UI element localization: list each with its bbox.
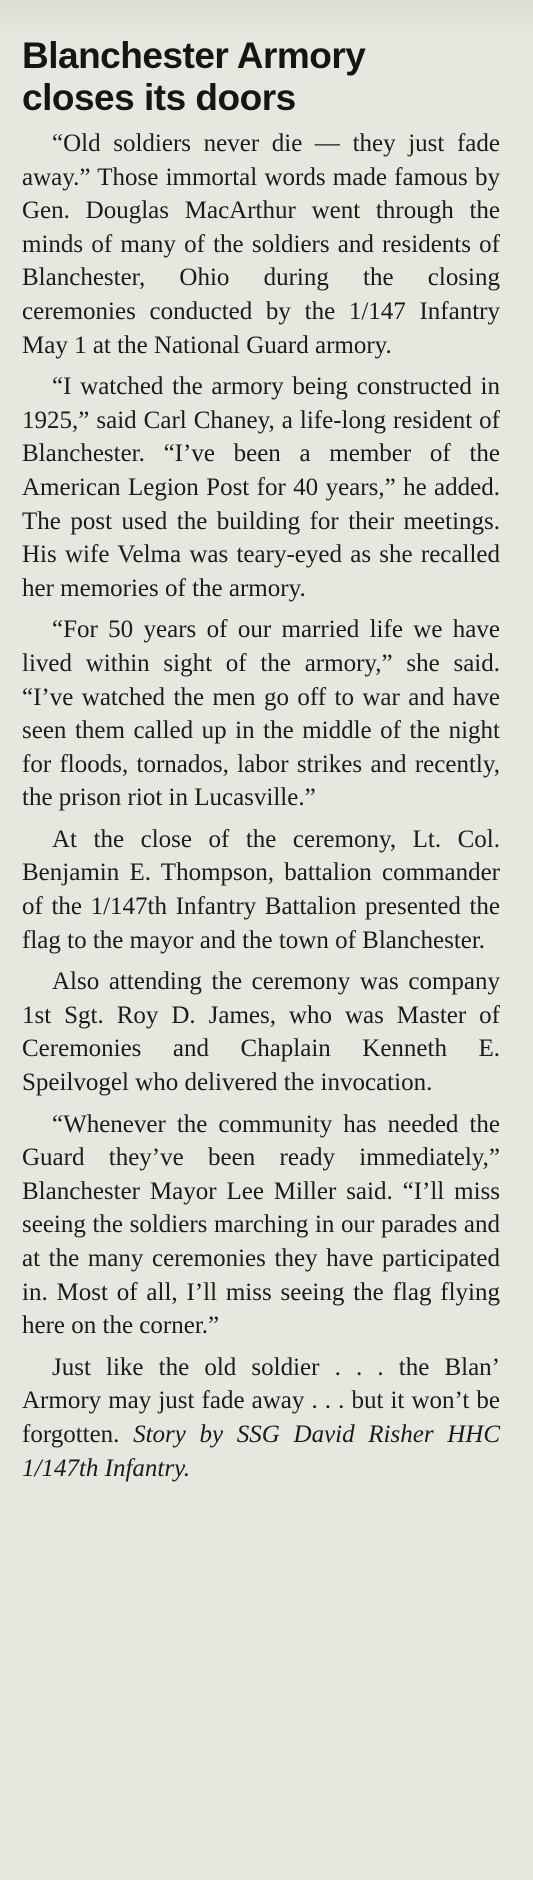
article-headline (22, 35, 500, 119)
paragraph-4: At the close of the ceremony, Lt. Col. Benjamin E. Thompson, battalion commander of the 1/147th Infantry Battalion presented the flag to the mayor and the town of Blanchester. (22, 825, 500, 954)
byline: Story by SSG David Risher HHC 1/147th Infantry. (22, 1420, 501, 1482)
headline-line-1: Blanchester Armory (22, 35, 366, 76)
paragraph-1: “Old soldiers never die — they just fade away.” Those immortal words made famous by Gen. Douglas MacArthur went through the minds of many of the soldiers and residents of Blanchester, Ohio during the closing ceremonies conducted by the 1/147 Infantry May 1 at the National Guard armory. (22, 130, 500, 359)
closing-text: Just like the old soldier . . . the Blan’ Armory may just fade away . . . but it won’t be forgotten. (22, 1353, 500, 1448)
paragraph-3: “For 50 years of our married life we have lived within sight of the armory,” she said. “I’ve watched the men go off to war and have seen them called up in the middle of the night for floods, tornados, labor strikes and recently, the prison riot in Lucasville.” (22, 616, 500, 812)
paragraph-2: “I watched the armory being constructed in 1925,” said Carl Chaney, a life-long resident of Blanchester. “I’ve been a member of the American Legion Post for 40 years,” he added. The post used the building for their meetings. His wife Velma was teary-eyed as she recalled her memories of the armory. (22, 373, 500, 602)
headline-line-2: closes its doors (22, 77, 296, 118)
paragraph-5: Also attending the ceremony was company 1st Sgt. Roy D. James, who was Master of Ceremonies and Chaplain Kenneth E. Speilvogel who delivered the invocation. (22, 968, 500, 1097)
paragraph-7 (22, 1351, 500, 1485)
paragraph-6: “Whenever the community has needed the Guard they’ve been ready immediately,” Blanchester Mayor Lee Miller said. “I’ll miss seeing the soldiers marching in our parades and at the many ceremonies they have participated in. Most of all, I’ll miss seeing the flag flying here on the corner.” (22, 1110, 500, 1340)
adjacent-column-bleed (0, 0, 533, 36)
news-article (22, 35, 500, 1493)
